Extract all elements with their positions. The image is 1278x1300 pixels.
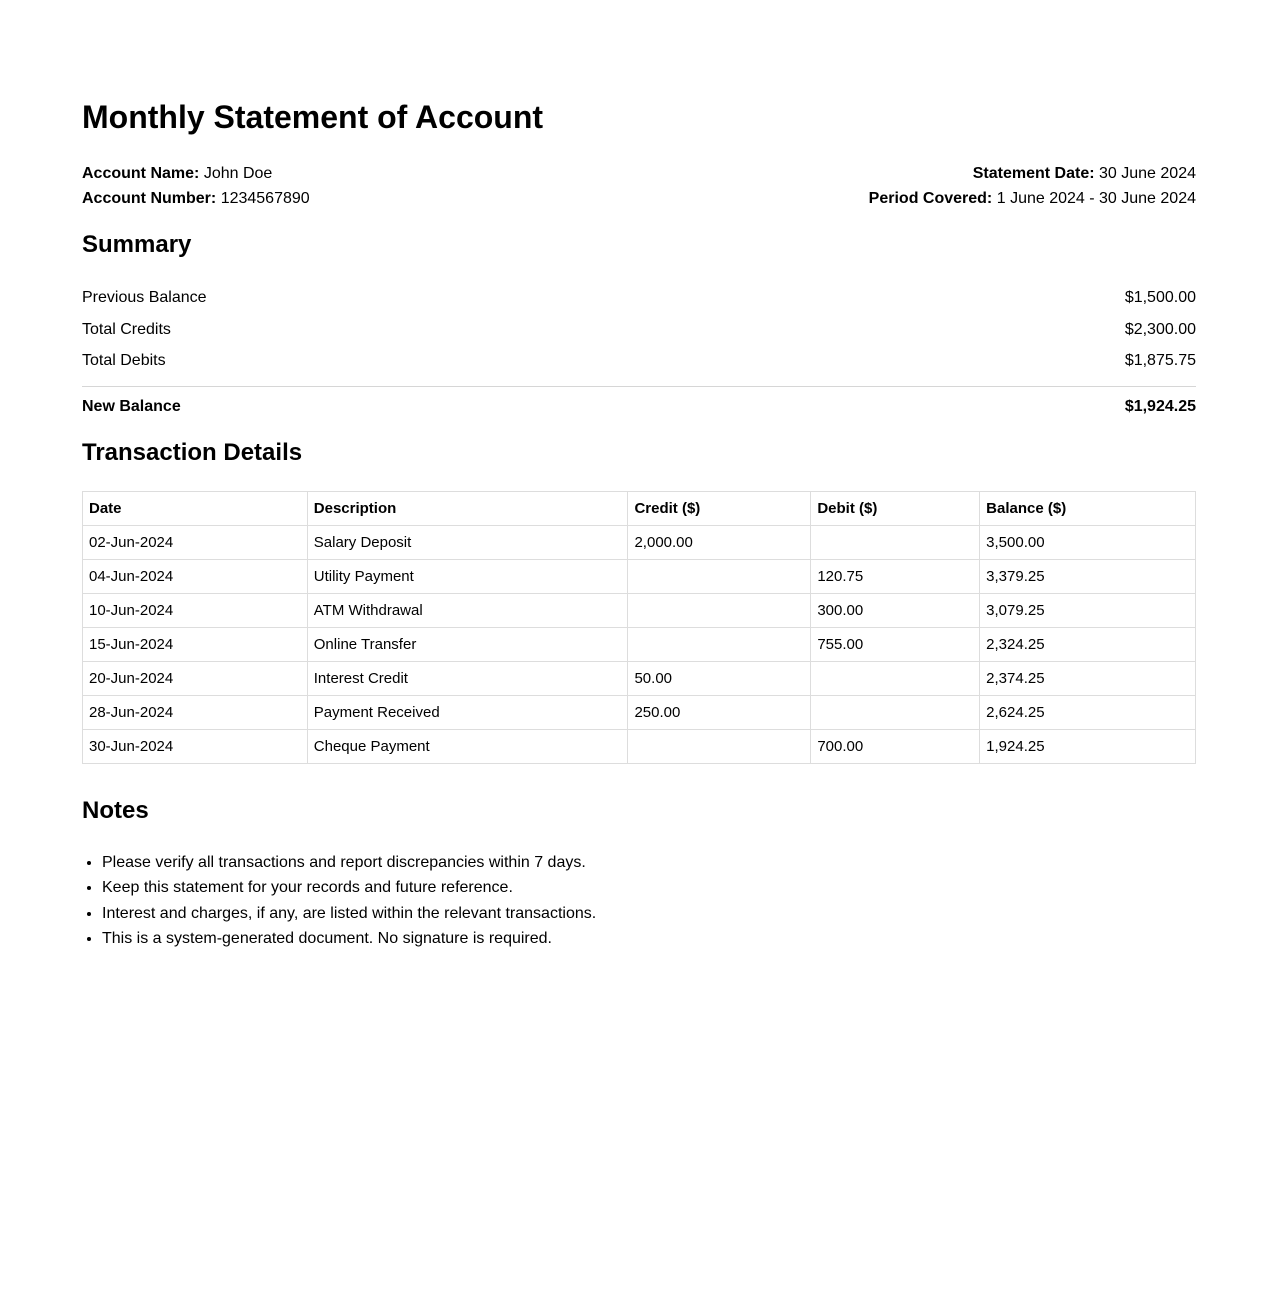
summary-section xyxy=(82,282,1196,422)
cell-credit xyxy=(628,593,811,627)
statement-date-label: Statement Date: xyxy=(972,165,1095,182)
summary-row xyxy=(82,345,1196,377)
summary-divider xyxy=(82,386,1196,387)
statement-date-line xyxy=(869,161,1196,186)
column-header-credit: Credit ($) xyxy=(628,491,811,525)
cell-description: Salary Deposit xyxy=(307,525,628,559)
cell-date: 02-Jun-2024 xyxy=(83,525,308,559)
period-covered-line xyxy=(869,186,1196,211)
account-number-label: Account Number: xyxy=(82,190,217,207)
cell-balance: 3,500.00 xyxy=(980,525,1196,559)
table-row xyxy=(83,525,1196,559)
notes-list xyxy=(82,850,1196,952)
note-item: • Please verify all transactions and report discrepancies within 7 days. xyxy=(102,850,1196,876)
table-row xyxy=(83,559,1196,593)
cell-description: Payment Received xyxy=(307,695,628,729)
notes-heading: Notes xyxy=(82,796,149,824)
period-covered-value: 1 June 2024 - 30 June 2024 xyxy=(996,190,1196,207)
table-row xyxy=(83,661,1196,695)
statement-date-value: 30 June 2024 xyxy=(1099,165,1196,182)
page-title: Monthly Statement of Account xyxy=(82,99,544,135)
cell-credit xyxy=(628,627,811,661)
new-balance-label: New Balance xyxy=(82,397,181,415)
cell-date: 10-Jun-2024 xyxy=(83,593,308,627)
cell-credit: 50.00 xyxy=(628,661,811,695)
summary-label: Previous Balance xyxy=(82,289,207,306)
cell-date: 04-Jun-2024 xyxy=(83,559,308,593)
new-balance-value: $1,924.25 xyxy=(1124,397,1196,415)
table-row xyxy=(83,627,1196,661)
transactions-table xyxy=(82,491,1196,764)
cell-credit: 2,000.00 xyxy=(628,525,811,559)
cell-debit xyxy=(811,695,980,729)
new-balance-row xyxy=(82,392,1196,422)
summary-value: $2,300.00 xyxy=(1124,320,1196,338)
cell-date: 28-Jun-2024 xyxy=(83,695,308,729)
summary-value: $1,500.00 xyxy=(1124,289,1196,306)
cell-debit: 700.00 xyxy=(811,729,980,763)
cell-credit: 250.00 xyxy=(628,695,811,729)
account-info xyxy=(82,161,1196,211)
cell-credit xyxy=(628,559,811,593)
summary-label: Total Debits xyxy=(82,352,166,369)
account-name-line xyxy=(82,161,310,186)
summary-label: Total Credits xyxy=(82,320,171,338)
cell-balance: 3,379.25 xyxy=(980,559,1196,593)
cell-date: 15-Jun-2024 xyxy=(83,627,308,661)
cell-credit xyxy=(628,729,811,763)
table-row xyxy=(83,729,1196,763)
column-header-debit: Debit ($) xyxy=(811,491,980,525)
cell-debit xyxy=(811,525,980,559)
table-row xyxy=(83,593,1196,627)
cell-description: Utility Payment xyxy=(307,559,628,593)
note-item: • Keep this statement for your records and future reference. xyxy=(102,875,1196,901)
cell-date: 20-Jun-2024 xyxy=(83,661,308,695)
account-info-right xyxy=(869,161,1196,211)
column-header-description: Description xyxy=(307,491,628,525)
account-number-value: 1234567890 xyxy=(220,190,310,207)
cell-description: Interest Credit xyxy=(307,661,628,695)
cell-description: Cheque Payment xyxy=(307,729,628,763)
cell-debit: 755.00 xyxy=(811,627,980,661)
transactions-heading: Transaction Details xyxy=(82,438,303,466)
cell-debit: 300.00 xyxy=(811,593,980,627)
period-covered-label: Period Covered: xyxy=(868,190,993,207)
cell-balance: 3,079.25 xyxy=(980,593,1196,627)
account-name-label: Account Name: xyxy=(82,165,200,182)
account-name-value: John Doe xyxy=(203,165,273,182)
cell-date: 30-Jun-2024 xyxy=(83,729,308,763)
summary-heading: Summary xyxy=(82,231,192,258)
account-info-left xyxy=(82,161,310,211)
summary-row xyxy=(82,314,1196,346)
cell-balance: 1,924.25 xyxy=(980,729,1196,763)
cell-description: Online Transfer xyxy=(307,627,628,661)
account-number-line xyxy=(82,186,310,211)
column-header-date: Date xyxy=(83,491,308,525)
table-header-row xyxy=(83,491,1196,525)
note-item: • Interest and charges, if any, are listed within the relevant transactions. xyxy=(102,901,1196,927)
cell-description: ATM Withdrawal xyxy=(307,593,628,627)
cell-debit xyxy=(811,661,980,695)
note-item: • This is a system-generated document. No signature is required. xyxy=(102,926,1196,952)
cell-balance: 2,374.25 xyxy=(980,661,1196,695)
cell-debit: 120.75 xyxy=(811,559,980,593)
summary-row xyxy=(82,282,1196,314)
column-header-balance: Balance ($) xyxy=(980,491,1196,525)
cell-balance: 2,324.25 xyxy=(980,627,1196,661)
table-row xyxy=(83,695,1196,729)
summary-value: $1,875.75 xyxy=(1124,352,1196,369)
cell-balance: 2,624.25 xyxy=(980,695,1196,729)
